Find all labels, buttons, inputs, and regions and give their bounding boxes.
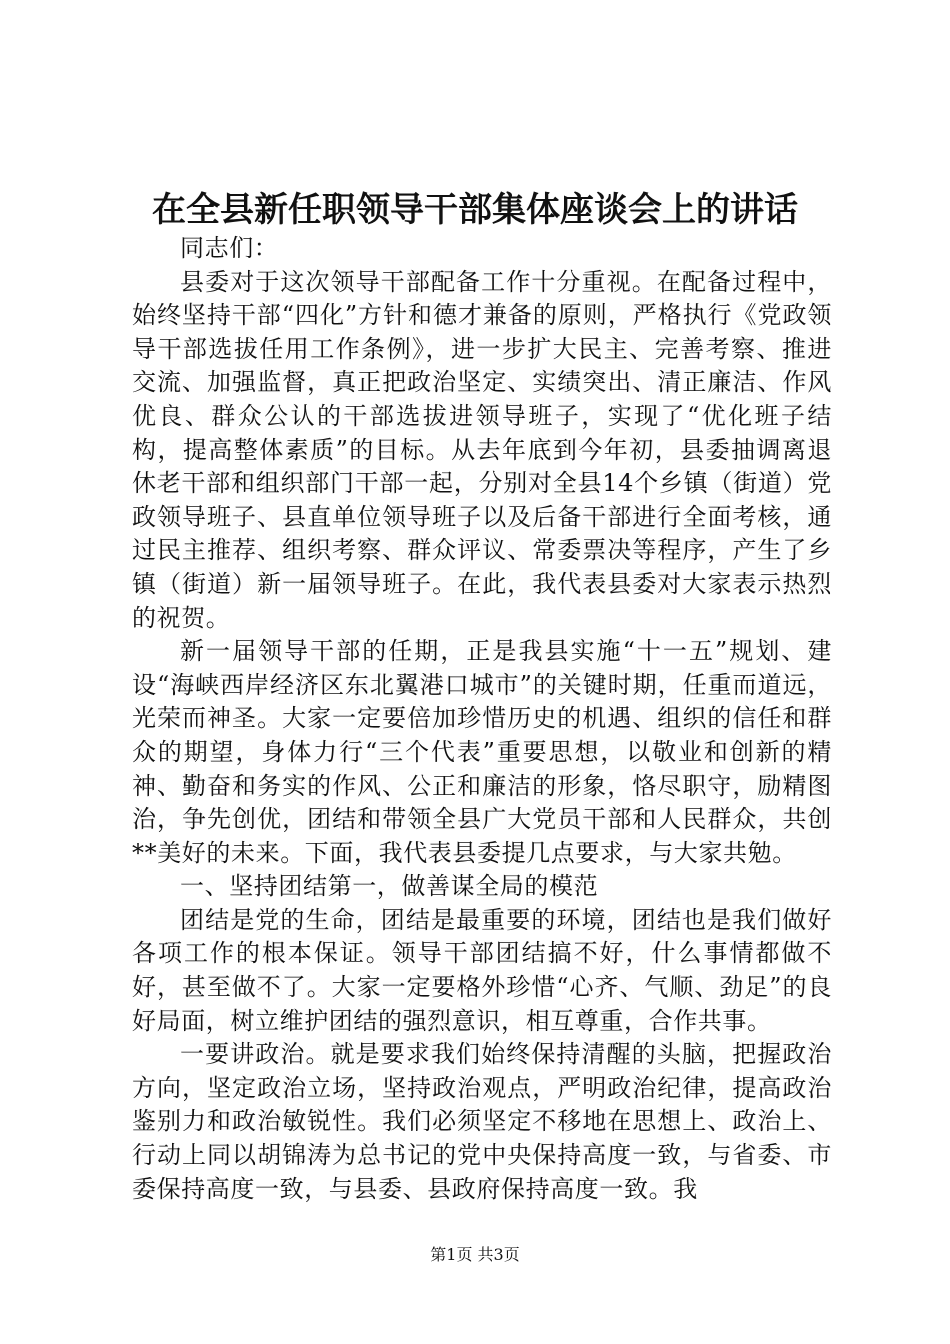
page-number-footer: 第1页 共3页 [430,1245,520,1264]
document-title: 在全县新任职领导干部集体座谈会上的讲话 [152,190,798,230]
body-paragraph: 县委对于这次领导干部配备工作十分重视。在配备过程中，始终坚持干部“四化”方针和德才兼备的原则，严格执行《党政领导干部选拔任用工作条例》，进一步扩大民主、完善考察、推进交流、加强监督，真正把政治坚定、实绩突出、清正廉洁、作风优良、群众公认的干部选拔进领导班子，实现了“优化班子结构，提高整体素质”的目标。从去年底到今年初，县委抽调离退休老干部和组织部门干部一起，分别对全县14个乡镇（街道）党政领导班子、县直单位领导班子以及后备干部进行全面考核，通过民主推荐、组织考察、群众评议、常委票决等程序，产生了乡镇（街道）新一届领导班子。在此，我代表县委对大家表示热烈的祝贺。 [132,267,832,632]
salutation-paragraph: 同志们： [180,234,279,262]
body-paragraph: 新一届领导干部的任期，正是我县实施“十一五”规划、建设“海峡西岸经济区东北翼港口城市”的关键时期，任重而道远，光荣而神圣。大家一定要倍加珍惜历史的机遇、组织的信任和群众的期望，身体力行“三个代表”重要思想，以敬业和创新的精神、勤奋和务实的作风、公正和廉洁的形象，恪尽职守，励精图治，争先创优，团结和带领全县广大党员干部和人民群众，共创**美好的未来。下面，我代表县委提几点要求，与大家共勉。 [132,637,832,867]
section-heading: 一、坚持团结第一，做善谋全局的模范 [180,872,599,901]
body-paragraph: 团结是党的生命，团结是最重要的环境，团结也是我们做好各项工作的根本保证。领导干部团结搞不好，什么事情都做不好，甚至做不了。大家一定要格外珍惜“心齐、气顺、劲足”的良好局面，树立维护团结的强烈意识，相互尊重，合作共事。 [132,905,832,1035]
body-paragraph: 一要讲政治。就是要求我们始终保持清醒的头脑，把握政治方向，坚定政治立场，坚持政治观点，严明政治纪律，提高政治鉴别力和政治敏锐性。我们必须坚定不移地在思想上、政治上、行动上同以胡锦涛为总书记的党中央保持高度一致，与省委、市委保持高度一致，与县委、县政府保持高度一致。我 [132,1040,832,1203]
document-body [132,232,832,1206]
